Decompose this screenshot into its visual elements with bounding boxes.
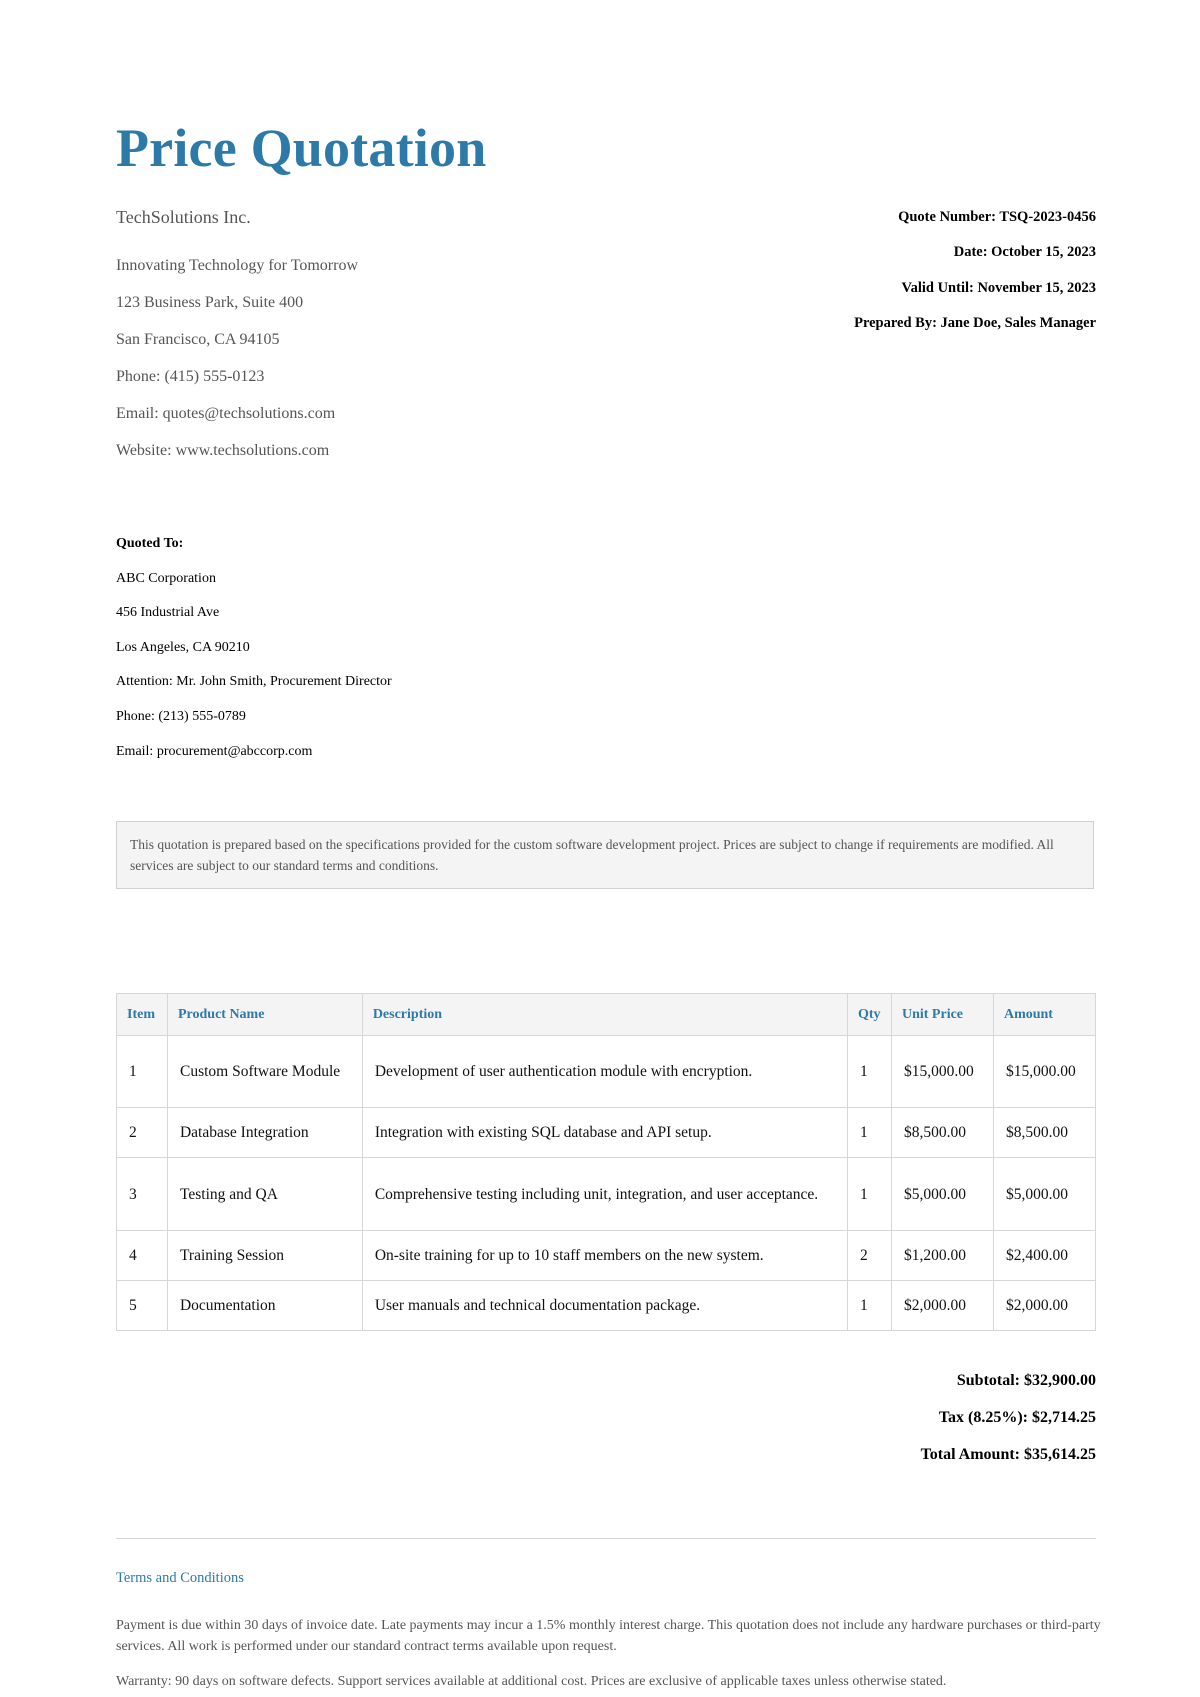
company-details xyxy=(116,256,358,478)
terms-paragraph-payment: Payment is due within 30 days of invoice date. Late payments may incur a 1.5% monthly interest charge. This quotation does not include any hardware purchases or third-party services. All work is performed under our standard contract terms available upon request. xyxy=(116,1618,1101,1654)
cell-item: 1 xyxy=(117,1036,168,1108)
cell-amount: $5,000.00 xyxy=(993,1158,1095,1231)
cell-unit-price: $15,000.00 xyxy=(891,1036,993,1108)
cell-description: User manuals and technical documentation package. xyxy=(362,1281,847,1331)
company-website: Website: www.techsolutions.com xyxy=(116,442,330,459)
cell-unit-price: $1,200.00 xyxy=(891,1231,993,1281)
table-row xyxy=(117,1108,1096,1158)
cell-amount: $8,500.00 xyxy=(993,1108,1095,1158)
cell-unit-price: $2,000.00 xyxy=(891,1281,993,1331)
quote-prepared-by: Prepared By: Jane Doe, Sales Manager xyxy=(854,314,1096,331)
client-city: Los Angeles, CA 90210 xyxy=(116,639,250,655)
cell-item: 5 xyxy=(117,1281,168,1331)
quote-date: Date: October 15, 2023 xyxy=(953,244,1096,261)
client-phone: Phone: (213) 555-0789 xyxy=(116,708,246,724)
column-header-description: Description xyxy=(362,994,847,1036)
cell-qty: 1 xyxy=(848,1158,892,1231)
intro-note: This quotation is prepared based on the specifications provided for the custom software development project. Prices are subject to change if requirements are modified. All services are subject to our standard terms and conditions. xyxy=(116,821,1094,889)
cell-product: Database Integration xyxy=(167,1108,362,1158)
column-header-qty: Qty xyxy=(848,994,892,1036)
company-city: San Francisco, CA 94105 xyxy=(116,331,280,348)
tax: Tax (8.25%): $2,714.25 xyxy=(938,1409,1096,1426)
column-header-product: Product Name xyxy=(167,994,362,1036)
cell-description: On-site training for up to 10 staff members on the new system. xyxy=(362,1231,847,1281)
cell-amount: $2,000.00 xyxy=(993,1281,1095,1331)
cell-qty: 1 xyxy=(848,1036,892,1108)
section-divider xyxy=(116,1538,1096,1539)
cell-qty: 2 xyxy=(848,1231,892,1281)
table-header-row xyxy=(117,994,1096,1036)
cell-description: Development of user authentication module with encryption. xyxy=(362,1036,847,1108)
column-header-amount: Amount xyxy=(993,994,1095,1036)
page-title: Price Quotation xyxy=(116,118,487,178)
column-header-item: Item xyxy=(117,994,168,1036)
company-email: Email: quotes@techsolutions.com xyxy=(116,405,336,422)
client-company: ABC Corporation xyxy=(116,570,216,586)
cell-item: 3 xyxy=(117,1158,168,1231)
cell-qty: 1 xyxy=(848,1281,892,1331)
table-row xyxy=(117,1158,1096,1231)
client-attention: Attention: Mr. John Smith, Procurement Director xyxy=(116,674,392,690)
client-heading: Quoted To: xyxy=(116,536,184,551)
line-items-table xyxy=(116,993,1096,1331)
terms-heading: Terms and Conditions xyxy=(116,1570,244,1586)
client-details xyxy=(116,535,392,777)
cell-product: Custom Software Module xyxy=(167,1036,362,1108)
cell-description: Comprehensive testing including unit, integration, and user acceptance. xyxy=(362,1158,847,1231)
cell-unit-price: $8,500.00 xyxy=(891,1108,993,1158)
company-phone: Phone: (415) 555-0123 xyxy=(116,368,265,385)
table-row xyxy=(117,1036,1096,1108)
subtotal: Subtotal: $32,900.00 xyxy=(956,1372,1096,1389)
cell-item: 2 xyxy=(117,1108,168,1158)
cell-product: Documentation xyxy=(167,1281,362,1331)
terms-paragraph-warranty: Warranty: 90 days on software defects. Support services available at additional cost. Prices are exclusive of applicable taxes unless otherwise stated. xyxy=(116,1674,947,1689)
cell-amount: $15,000.00 xyxy=(993,1036,1095,1108)
column-header-unit-price: Unit Price xyxy=(891,994,993,1036)
cell-unit-price: $5,000.00 xyxy=(891,1158,993,1231)
quote-number: Quote Number: TSQ-2023-0456 xyxy=(898,209,1096,225)
company-name: TechSolutions Inc. xyxy=(116,207,251,227)
client-address: 456 Industrial Ave xyxy=(116,605,220,621)
totals-summary xyxy=(921,1370,1096,1481)
cell-qty: 1 xyxy=(848,1108,892,1158)
total-amount: Total Amount: $35,614.25 xyxy=(920,1446,1096,1463)
cell-product: Testing and QA xyxy=(167,1158,362,1231)
cell-product: Training Session xyxy=(167,1231,362,1281)
cell-amount: $2,400.00 xyxy=(993,1231,1095,1281)
table-row xyxy=(117,1281,1096,1331)
table-row xyxy=(117,1231,1096,1281)
company-tagline: Innovating Technology for Tomorrow xyxy=(116,257,359,274)
cell-description: Integration with existing SQL database and API setup. xyxy=(362,1108,847,1158)
cell-item: 4 xyxy=(117,1231,168,1281)
company-address: 123 Business Park, Suite 400 xyxy=(116,294,304,311)
quote-valid-until: Valid Until: November 15, 2023 xyxy=(901,279,1096,296)
quote-meta xyxy=(854,207,1096,348)
client-email: Email: procurement@abccorp.com xyxy=(116,743,313,759)
